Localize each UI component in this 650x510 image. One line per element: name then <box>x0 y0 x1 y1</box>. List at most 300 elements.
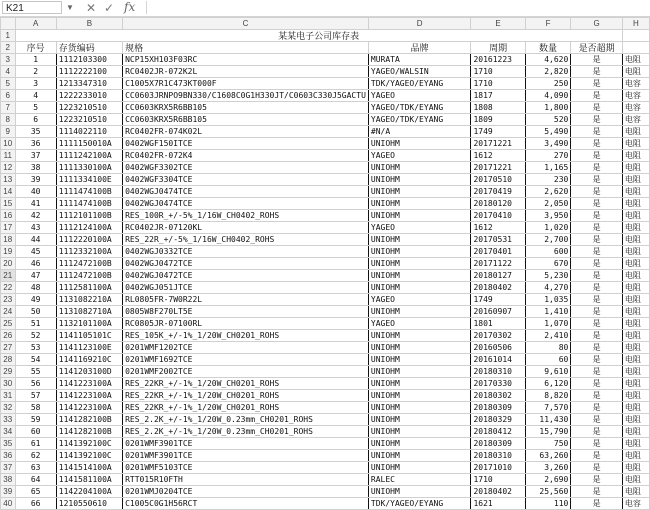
cell-overdue[interactable]: 是 <box>571 342 623 354</box>
cell-period[interactable]: 1612 <box>471 150 525 162</box>
cell-brand[interactable]: UNIOHM <box>368 138 471 150</box>
cell-category[interactable]: 电阻 <box>622 330 649 342</box>
cell-quantity[interactable]: 2,620 <box>525 186 571 198</box>
cell-category[interactable]: 电阻 <box>622 258 649 270</box>
column-header-d[interactable]: D <box>368 18 471 30</box>
cell-brand[interactable]: UNIOHM <box>368 162 471 174</box>
cell-period[interactable]: 20180310 <box>471 450 525 462</box>
cell-spec[interactable]: 0402WGF3304TCE <box>123 174 369 186</box>
cell-period[interactable]: 20180329 <box>471 414 525 426</box>
column-header-g[interactable]: G <box>571 18 623 30</box>
cell-period[interactable]: 1612 <box>471 222 525 234</box>
cell-category[interactable]: 电阻 <box>622 318 649 330</box>
cell-code[interactable]: 1112101100B <box>56 210 122 222</box>
cell-category[interactable]: 电阻 <box>622 390 649 402</box>
cell-spec[interactable]: 0201WMF2002TCE <box>123 366 369 378</box>
cell-period[interactable]: 20180402 <box>471 282 525 294</box>
row-header[interactable]: 29 <box>1 366 16 378</box>
cell-period[interactable]: 20171122 <box>471 258 525 270</box>
cell-quantity[interactable]: 4,270 <box>525 282 571 294</box>
row-header[interactable]: 31 <box>1 390 16 402</box>
row-header[interactable]: 1 <box>1 30 16 42</box>
cell-quantity[interactable]: 6,120 <box>525 378 571 390</box>
cell-code[interactable]: 1131082710A <box>56 306 122 318</box>
cell-brand[interactable]: YAGEO <box>368 90 471 102</box>
cell-code[interactable]: 1141392100C <box>56 450 122 462</box>
row-header[interactable]: 27 <box>1 342 16 354</box>
cell-spec[interactable]: 0402WGJ051JTCE <box>123 282 369 294</box>
cell-code[interactable]: 1141169210C <box>56 354 122 366</box>
cell-quantity[interactable]: 2,410 <box>525 330 571 342</box>
cell-spec[interactable]: RES_22KR_+/-1%_1/20W_CH0201_ROHS <box>123 402 369 414</box>
cell-overdue[interactable]: 是 <box>571 270 623 282</box>
cell-seq[interactable]: 47 <box>15 270 56 282</box>
cell-overdue[interactable]: 是 <box>571 498 623 510</box>
cell-seq[interactable]: 64 <box>15 474 56 486</box>
row-header[interactable]: 21 <box>1 270 16 282</box>
cell-period[interactable]: 1710 <box>471 474 525 486</box>
cell-code[interactable]: 1141223100A <box>56 402 122 414</box>
row-header[interactable]: 40 <box>1 498 16 510</box>
cell-code[interactable]: 1114022110 <box>56 126 122 138</box>
row-header[interactable]: 8 <box>1 114 16 126</box>
cell-seq[interactable]: 60 <box>15 426 56 438</box>
cell-period[interactable]: 20180412 <box>471 426 525 438</box>
cell-seq[interactable]: 4 <box>15 90 56 102</box>
cell-quantity[interactable]: 1,020 <box>525 222 571 234</box>
header-overdue[interactable]: 是否超期 <box>571 42 623 54</box>
cell-code[interactable]: 1222233010 <box>56 90 122 102</box>
cell-overdue[interactable]: 是 <box>571 246 623 258</box>
cell-spec[interactable]: C1005C0G1H56RCT <box>123 498 369 510</box>
cell-brand[interactable]: UNIOHM <box>368 270 471 282</box>
row-header[interactable]: 28 <box>1 354 16 366</box>
row-header[interactable]: 4 <box>1 66 16 78</box>
cell-category[interactable]: 电阻 <box>622 462 649 474</box>
cell-spec[interactable]: 0201WMF5103TCE <box>123 462 369 474</box>
cell-period[interactable]: 20170302 <box>471 330 525 342</box>
cell-category[interactable]: 电容 <box>622 90 649 102</box>
cell-quantity[interactable]: 520 <box>525 114 571 126</box>
cell-code[interactable]: 1111330100A <box>56 162 122 174</box>
cell-seq[interactable]: 39 <box>15 174 56 186</box>
cell-category[interactable]: 电阻 <box>622 270 649 282</box>
cell-spec[interactable]: RES_22KR_+/-1%_1/20W_CH0201_ROHS <box>123 390 369 402</box>
row-header[interactable]: 25 <box>1 318 16 330</box>
cell-code[interactable]: 1223210510 <box>56 114 122 126</box>
cell-seq[interactable]: 40 <box>15 186 56 198</box>
row-header[interactable]: 22 <box>1 282 16 294</box>
cell-code[interactable]: 1112332100A <box>56 246 122 258</box>
cell-overdue[interactable]: 是 <box>571 78 623 90</box>
cell-brand[interactable]: UNIOHM <box>368 174 471 186</box>
row-header[interactable]: 7 <box>1 102 16 114</box>
cell-category[interactable]: 电阻 <box>622 138 649 150</box>
cell-period[interactable]: 20171221 <box>471 162 525 174</box>
column-header-h[interactable]: H <box>622 18 649 30</box>
cell-period[interactable]: 20171221 <box>471 138 525 150</box>
cell-period[interactable]: 20180302 <box>471 390 525 402</box>
cell-brand[interactable]: UNIOHM <box>368 462 471 474</box>
cell-category[interactable]: 电阻 <box>622 294 649 306</box>
cell-brand[interactable]: MURATA <box>368 54 471 66</box>
cell-category[interactable]: 电阻 <box>622 402 649 414</box>
cell-code[interactable]: 1132101100A <box>56 318 122 330</box>
cell-seq[interactable]: 42 <box>15 210 56 222</box>
cell-spec[interactable]: RES_22KR_+/-1%_1/20W_CH0201_ROHS <box>123 378 369 390</box>
cell-category[interactable]: 电容 <box>622 78 649 90</box>
cell-period[interactable]: 20161223 <box>471 54 525 66</box>
cell-overdue[interactable]: 是 <box>571 378 623 390</box>
cell-spec[interactable]: RC0402FR-072K4 <box>123 150 369 162</box>
cell-code[interactable]: 1141282100B <box>56 414 122 426</box>
cell-code[interactable]: 1141223100A <box>56 378 122 390</box>
cell-brand[interactable]: YAGEO <box>368 294 471 306</box>
header-code[interactable]: 存货编码 <box>56 42 122 54</box>
cell-category[interactable]: 电阻 <box>622 414 649 426</box>
cell-overdue[interactable]: 是 <box>571 282 623 294</box>
cell-brand[interactable]: UNIOHM <box>368 246 471 258</box>
cell-spec[interactable]: NCP15XH103F03RC <box>123 54 369 66</box>
cell-brand[interactable]: UNIOHM <box>368 486 471 498</box>
cell-brand[interactable]: UNIOHM <box>368 450 471 462</box>
cell-spec[interactable]: 0402WGJ0332TCE <box>123 246 369 258</box>
cell-quantity[interactable]: 7,570 <box>525 402 571 414</box>
cell-quantity[interactable]: 60 <box>525 354 571 366</box>
cell-brand[interactable]: TDK/YAGEO/EYANG <box>368 78 471 90</box>
cell-code[interactable]: 1112222100 <box>56 66 122 78</box>
cell-seq[interactable]: 45 <box>15 246 56 258</box>
cell-brand[interactable]: UNIOHM <box>368 282 471 294</box>
name-box[interactable]: K21 <box>2 1 62 14</box>
cell-overdue[interactable]: 是 <box>571 138 623 150</box>
cell-seq[interactable]: 2 <box>15 66 56 78</box>
cell-brand[interactable]: UNIOHM <box>368 258 471 270</box>
cell-seq[interactable]: 37 <box>15 150 56 162</box>
cell-code[interactable]: 1141203100D <box>56 366 122 378</box>
cell-brand[interactable]: UNIOHM <box>368 402 471 414</box>
row-header[interactable]: 5 <box>1 78 16 90</box>
cell-brand[interactable]: UNIOHM <box>368 414 471 426</box>
cell-spec[interactable]: 0201WMF1692TCE <box>123 354 369 366</box>
row-header[interactable]: 12 <box>1 162 16 174</box>
cell-period[interactable]: 1749 <box>471 294 525 306</box>
cell-spec[interactable]: C1005X7R1C473KT000F <box>123 78 369 90</box>
cell-spec[interactable]: 0805W8F270LT5E <box>123 306 369 318</box>
formula-input[interactable] <box>146 1 649 14</box>
row-header[interactable]: 38 <box>1 474 16 486</box>
cell-seq[interactable]: 52 <box>15 330 56 342</box>
cell-seq[interactable]: 51 <box>15 318 56 330</box>
cell-spec[interactable]: RC0402JR-07120KL <box>123 222 369 234</box>
cell-quantity[interactable]: 25,560 <box>525 486 571 498</box>
cell-seq[interactable]: 48 <box>15 282 56 294</box>
cell-category[interactable]: 电阻 <box>622 354 649 366</box>
cell-overdue[interactable]: 是 <box>571 474 623 486</box>
cell-brand[interactable]: UNIOHM <box>368 366 471 378</box>
cell-category[interactable]: 电阻 <box>622 150 649 162</box>
cell-seq[interactable]: 36 <box>15 138 56 150</box>
cell-seq[interactable]: 41 <box>15 198 56 210</box>
cell-category[interactable]: 电阻 <box>622 162 649 174</box>
row-header[interactable]: 15 <box>1 198 16 210</box>
cell-spec[interactable]: RC0402JR-072K2L <box>123 66 369 78</box>
cell-code[interactable]: 1112124100A <box>56 222 122 234</box>
cell-quantity[interactable]: 670 <box>525 258 571 270</box>
cell-period[interactable]: 20160907 <box>471 306 525 318</box>
cell-brand[interactable]: RALEC <box>368 474 471 486</box>
cell-period[interactable]: 20170419 <box>471 186 525 198</box>
cell-overdue[interactable]: 是 <box>571 54 623 66</box>
row-header[interactable]: 14 <box>1 186 16 198</box>
cell-quantity[interactable]: 110 <box>525 498 571 510</box>
cell-period[interactable]: 1808 <box>471 102 525 114</box>
cell-quantity[interactable]: 8,820 <box>525 390 571 402</box>
cell-code[interactable]: 1111474100B <box>56 186 122 198</box>
cell-quantity[interactable]: 63,260 <box>525 450 571 462</box>
cell-code[interactable]: 1111242100A <box>56 150 122 162</box>
cell-brand[interactable]: UNIOHM <box>368 306 471 318</box>
row-header[interactable]: 34 <box>1 426 16 438</box>
cell-overdue[interactable]: 是 <box>571 414 623 426</box>
cell-period[interactable]: 20171010 <box>471 462 525 474</box>
cell-quantity[interactable]: 3,490 <box>525 138 571 150</box>
cell-seq[interactable]: 6 <box>15 114 56 126</box>
cell-seq[interactable]: 61 <box>15 438 56 450</box>
cell-overdue[interactable]: 是 <box>571 390 623 402</box>
cell-period[interactable]: 20180310 <box>471 366 525 378</box>
cell-spec[interactable]: 0402WGJ0472TCE <box>123 270 369 282</box>
cell-seq[interactable]: 44 <box>15 234 56 246</box>
row-header[interactable]: 36 <box>1 450 16 462</box>
cell-quantity[interactable]: 1,410 <box>525 306 571 318</box>
cell-code[interactable]: 1141123100E <box>56 342 122 354</box>
cell-spec[interactable]: CC0603KRX5R6BB105 <box>123 114 369 126</box>
cell-seq[interactable]: 46 <box>15 258 56 270</box>
cell-spec[interactable]: 0201WMJ0204TCE <box>123 486 369 498</box>
insert-function-icon[interactable]: fx <box>124 0 136 14</box>
cell-category[interactable]: 电阻 <box>622 306 649 318</box>
cell-code[interactable]: 1213347310 <box>56 78 122 90</box>
cell-quantity[interactable]: 2,820 <box>525 66 571 78</box>
cell-spec[interactable]: RC0402FR-074K02L <box>123 126 369 138</box>
row-header[interactable]: 19 <box>1 246 16 258</box>
cell-quantity[interactable]: 2,050 <box>525 198 571 210</box>
cell-code[interactable]: 1142204100A <box>56 486 122 498</box>
row-header[interactable]: 11 <box>1 150 16 162</box>
cell-code[interactable]: 1141223100A <box>56 390 122 402</box>
cell-category[interactable]: 电阻 <box>622 234 649 246</box>
cell-overdue[interactable]: 是 <box>571 198 623 210</box>
cell-brand[interactable]: #N/A <box>368 126 471 138</box>
cell-overdue[interactable]: 是 <box>571 354 623 366</box>
cell-quantity[interactable]: 2,700 <box>525 234 571 246</box>
cell-code[interactable]: 1141514100A <box>56 462 122 474</box>
cell-seq[interactable]: 66 <box>15 498 56 510</box>
cell-brand[interactable]: UNIOHM <box>368 438 471 450</box>
cell-brand[interactable]: YAGEO/WALSIN <box>368 66 471 78</box>
cell-seq[interactable]: 65 <box>15 486 56 498</box>
cell-spec[interactable]: RES_105K_+/-1%_1/20W_CH0201_ROHS <box>123 330 369 342</box>
row-header[interactable]: 23 <box>1 294 16 306</box>
cell-overdue[interactable]: 是 <box>571 222 623 234</box>
cell-quantity[interactable]: 230 <box>525 174 571 186</box>
row-header[interactable]: 35 <box>1 438 16 450</box>
cell-spec[interactable]: 0201WMF3901TCE <box>123 450 369 462</box>
cell-brand[interactable]: TDK/YAGEO/EYANG <box>368 498 471 510</box>
cell-quantity[interactable]: 3,950 <box>525 210 571 222</box>
cell-seq[interactable]: 56 <box>15 378 56 390</box>
cell-seq[interactable]: 55 <box>15 366 56 378</box>
cell-category[interactable]: 电容 <box>622 498 649 510</box>
column-header-a[interactable]: A <box>15 18 56 30</box>
cell-overdue[interactable]: 是 <box>571 66 623 78</box>
row-header[interactable]: 6 <box>1 90 16 102</box>
cell-code[interactable]: 1111334100E <box>56 174 122 186</box>
cell-seq[interactable]: 49 <box>15 294 56 306</box>
row-header[interactable]: 2 <box>1 42 16 54</box>
cell-overdue[interactable]: 是 <box>571 306 623 318</box>
row-header[interactable]: 33 <box>1 414 16 426</box>
cell[interactable] <box>622 30 649 42</box>
cell-category[interactable]: 电阻 <box>622 426 649 438</box>
cell-period[interactable]: 1710 <box>471 66 525 78</box>
cell-category[interactable]: 电阻 <box>622 486 649 498</box>
cell-overdue[interactable]: 是 <box>571 486 623 498</box>
cell-period[interactable]: 20170410 <box>471 210 525 222</box>
cell-spec[interactable]: RL0805FR-7W0R22L <box>123 294 369 306</box>
column-header-f[interactable]: F <box>525 18 571 30</box>
cell-spec[interactable]: RES_22R_+/-5%_1/16W_CH0402_ROHS <box>123 234 369 246</box>
cell-period[interactable]: 1809 <box>471 114 525 126</box>
cell-quantity[interactable]: 1,800 <box>525 102 571 114</box>
cell-quantity[interactable]: 4,090 <box>525 90 571 102</box>
column-header-b[interactable]: B <box>56 18 122 30</box>
cell-quantity[interactable]: 250 <box>525 78 571 90</box>
cell-seq[interactable]: 3 <box>15 78 56 90</box>
header-brand[interactable]: 品牌 <box>368 42 471 54</box>
cell-brand[interactable]: UNIOHM <box>368 234 471 246</box>
cell-overdue[interactable]: 是 <box>571 126 623 138</box>
cell-brand[interactable]: UNIOHM <box>368 198 471 210</box>
cell[interactable] <box>622 42 649 54</box>
cell-period[interactable]: 20180309 <box>471 402 525 414</box>
row-header[interactable]: 10 <box>1 138 16 150</box>
row-header[interactable]: 37 <box>1 462 16 474</box>
cell-category[interactable]: 电阻 <box>622 366 649 378</box>
cell-overdue[interactable]: 是 <box>571 402 623 414</box>
cell-seq[interactable]: 50 <box>15 306 56 318</box>
cell-brand[interactable]: YAGEO/TDK/EYANG <box>368 102 471 114</box>
cell-period[interactable]: 20170330 <box>471 378 525 390</box>
cell-brand[interactable]: UNIOHM <box>368 210 471 222</box>
cell-category[interactable]: 电阻 <box>622 222 649 234</box>
cell-code[interactable]: 1141392100C <box>56 438 122 450</box>
cell-spec[interactable]: 0402WGF150ITCE <box>123 138 369 150</box>
row-header[interactable]: 26 <box>1 330 16 342</box>
cell-code[interactable]: 1141105101C <box>56 330 122 342</box>
cell-overdue[interactable]: 是 <box>571 150 623 162</box>
row-header[interactable]: 3 <box>1 54 16 66</box>
row-header[interactable]: 18 <box>1 234 16 246</box>
cell-category[interactable]: 电阻 <box>622 174 649 186</box>
cell-spec[interactable]: CC0603KRX5R6BB105 <box>123 102 369 114</box>
cell-quantity[interactable]: 5,490 <box>525 126 571 138</box>
cell-seq[interactable]: 43 <box>15 222 56 234</box>
cell-seq[interactable]: 1 <box>15 54 56 66</box>
cell-overdue[interactable]: 是 <box>571 462 623 474</box>
cell-period[interactable]: 20160506 <box>471 342 525 354</box>
cell-quantity[interactable]: 1,165 <box>525 162 571 174</box>
cell-quantity[interactable]: 1,035 <box>525 294 571 306</box>
cell-category[interactable]: 电阻 <box>622 378 649 390</box>
cell-brand[interactable]: UNIOHM <box>368 186 471 198</box>
cell-quantity[interactable]: 15,790 <box>525 426 571 438</box>
cell-quantity[interactable]: 80 <box>525 342 571 354</box>
column-header-c[interactable]: C <box>123 18 369 30</box>
cell-brand[interactable]: YAGEO <box>368 150 471 162</box>
cell-code[interactable]: 1111474100B <box>56 198 122 210</box>
cell-overdue[interactable]: 是 <box>571 318 623 330</box>
cell-code[interactable]: 1112581100A <box>56 282 122 294</box>
cell-spec[interactable]: RES_2.2K_+/-1%_1/20W_0.23mm_CH0201_ROHS <box>123 426 369 438</box>
cell-quantity[interactable]: 270 <box>525 150 571 162</box>
select-all-corner[interactable] <box>1 18 16 30</box>
cell-overdue[interactable]: 是 <box>571 438 623 450</box>
cell-overdue[interactable]: 是 <box>571 426 623 438</box>
cell-quantity[interactable]: 9,610 <box>525 366 571 378</box>
cell-spec[interactable]: 0201WMF3901TCE <box>123 438 369 450</box>
cell-overdue[interactable]: 是 <box>571 258 623 270</box>
cell-period[interactable]: 1749 <box>471 126 525 138</box>
cell-seq[interactable]: 54 <box>15 354 56 366</box>
cell-category[interactable]: 电阻 <box>622 198 649 210</box>
cell-brand[interactable]: UNIOHM <box>368 426 471 438</box>
cell-brand[interactable]: YAGEO/TDK/EYANG <box>368 114 471 126</box>
cell-period[interactable]: 20180127 <box>471 270 525 282</box>
cell-category[interactable]: 电阻 <box>622 474 649 486</box>
cell-brand[interactable]: YAGEO <box>368 318 471 330</box>
cell-seq[interactable]: 58 <box>15 402 56 414</box>
cell-brand[interactable]: UNIOHM <box>368 354 471 366</box>
cell-brand[interactable]: YAGEO <box>368 222 471 234</box>
cell-seq[interactable]: 57 <box>15 390 56 402</box>
cell-period[interactable]: 20180120 <box>471 198 525 210</box>
cell-category[interactable]: 电阻 <box>622 246 649 258</box>
header-seq[interactable]: 序号 <box>15 42 56 54</box>
cell-spec[interactable]: RC0805JR-07100RL <box>123 318 369 330</box>
cell-period[interactable]: 20180402 <box>471 486 525 498</box>
cell-overdue[interactable]: 是 <box>571 366 623 378</box>
enter-icon[interactable]: ✓ <box>104 1 115 15</box>
cell-seq[interactable]: 35 <box>15 126 56 138</box>
cell-period[interactable]: 1801 <box>471 318 525 330</box>
cell-spec[interactable]: 0402WGJ0474TCE <box>123 198 369 210</box>
cell-overdue[interactable]: 是 <box>571 90 623 102</box>
cell-category[interactable]: 电阻 <box>622 282 649 294</box>
cell-seq[interactable]: 38 <box>15 162 56 174</box>
cell-quantity[interactable]: 2,690 <box>525 474 571 486</box>
row-header[interactable]: 17 <box>1 222 16 234</box>
cell-period[interactable]: 1817 <box>471 90 525 102</box>
cell-seq[interactable]: 63 <box>15 462 56 474</box>
row-header[interactable]: 24 <box>1 306 16 318</box>
cell-period[interactable]: 1621 <box>471 498 525 510</box>
cancel-icon[interactable]: ✕ <box>86 1 97 15</box>
header-spec[interactable]: 规格 <box>123 42 369 54</box>
cell-spec[interactable]: 0402WGJ0474TCE <box>123 186 369 198</box>
cell-seq[interactable]: 5 <box>15 102 56 114</box>
